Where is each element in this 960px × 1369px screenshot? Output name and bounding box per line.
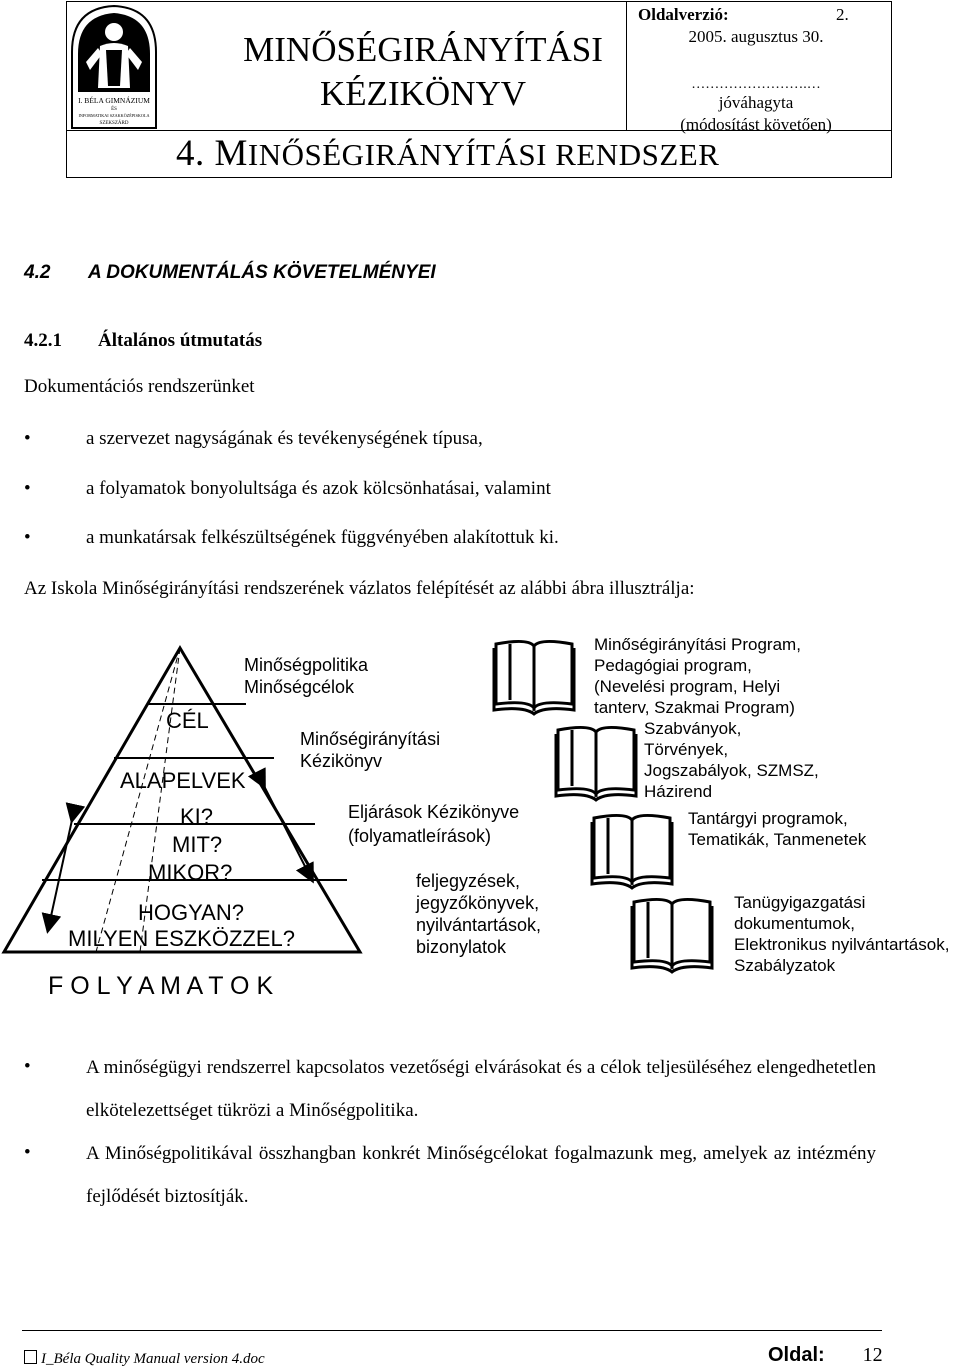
diagram-intro: Az Iskola Minőségirányítási rendszerének vázlatos felépítését az alábbi ábra illusztrálja: (24, 578, 695, 599)
doc-label-line: Pedagógiai program, (594, 656, 752, 675)
section-first-letter: M (214, 133, 248, 174)
pyramid-mit: MIT? (172, 832, 223, 857)
bullet-text: a folyamatok bonyolultsága és azok kölcsönhatásai, valamint (86, 478, 551, 499)
book-icon (494, 641, 574, 714)
right-double-arrow (264, 786, 312, 880)
version-block (634, 4, 894, 136)
level-label-policy (244, 654, 368, 698)
book-icon (632, 899, 712, 972)
level-label-line: bizonylatok (416, 937, 507, 957)
doc-label-line: Tanügyigazgatási (734, 893, 866, 912)
bullet-text: a szervezet nagyságának és tevékenységének típusa, (86, 428, 483, 449)
approved-label: jóváhagyta (718, 93, 794, 112)
doc-label-line: Jogszabályok, SZMSZ, (644, 761, 819, 780)
doc-label-line: (Nevelési program, Helyi (594, 677, 781, 696)
version-value: 2. (836, 5, 849, 24)
version-label: Oldalverzió: (638, 5, 729, 24)
doc-label-administration (734, 892, 949, 976)
level-label-line: jegyzőkönyvek, (416, 893, 540, 913)
page-number: 12 (862, 1344, 883, 1366)
footer-doc-name: I_Béla Quality Manual version 4.doc (41, 1351, 265, 1367)
doc-label-line: Tantárgyi programok, (688, 809, 848, 828)
paragraph-objectives: A Minőségpolitikával összhangban konkrét Minőségcélokat fogalmazunk meg, amelyek az intézmény fejlődését biztosítják. (86, 1143, 876, 1207)
bullet-dot: • (24, 1142, 31, 1163)
level-label-manual (300, 728, 440, 772)
section-number: 4. (176, 133, 205, 174)
section-title (176, 132, 719, 175)
heading-4-2-1 (24, 330, 262, 352)
section-title-rest: INŐSÉGIRÁNYÍTÁSI RENDSZER (247, 137, 720, 172)
header-border-top (66, 1, 892, 2)
version-date: 2005. augusztus 30. (688, 27, 824, 46)
paragraph-policy: A minőségügyi rendszerrel kapcsolatos vezetőségi elvárásokat és a célok teljesüléséhez elengedhetetlen elkötelezettséget tükrözi a Minőségpolitika. (86, 1057, 876, 1121)
doc-label-line: Tematikák, Tanmenetek (688, 830, 867, 849)
left-double-arrow (48, 820, 72, 930)
footer-page (768, 1344, 883, 1367)
header-border-bottom (66, 177, 892, 178)
doc-label-curricula (688, 808, 866, 850)
bullet-dot: • (24, 428, 31, 449)
school-logo (68, 2, 160, 130)
level-label-line: nyilvántartások, (416, 915, 542, 935)
level-label-line: Kézikönyv (300, 751, 383, 771)
bullet-dot: • (24, 1056, 31, 1077)
pyramid-cel: CÉL (166, 708, 209, 733)
book-icon (556, 727, 636, 800)
heading-4-2-number: 4.2 (24, 262, 51, 283)
heading-4-2-1-text: Általános útmutatás (98, 330, 263, 351)
manual-title (228, 28, 618, 116)
header-border-left (66, 1, 67, 178)
doc-label-line: Törvények, (644, 740, 729, 759)
document-icon (24, 1350, 37, 1364)
level-label-line: Minőségcélok (244, 677, 355, 697)
footer-document (24, 1350, 265, 1368)
doc-label-line: Házirend (644, 782, 713, 801)
pyramid-folyamatok: F O L Y A M A T O K (48, 972, 274, 1000)
level-label-procedures (348, 800, 519, 848)
doc-label-line: tanterv, Szakmai Program) (594, 698, 795, 717)
doc-label-regulations (644, 718, 819, 802)
doc-label-line: Elektronikus nyilvántartások, (734, 935, 950, 954)
heading-4-2-text: A DOKUMENTÁLÁS KÖVETELMÉNYEI (88, 262, 436, 283)
doc-label-line: dokumentumok, (734, 914, 855, 933)
approved-note: (módosítást követően) (680, 115, 832, 134)
book-icon (592, 815, 672, 888)
level-label-records (416, 870, 541, 958)
heading-4-2 (24, 262, 436, 284)
doc-label-line: Minőségirányítási Program, (594, 635, 801, 654)
logo-text-line4: SZEKSZÁRD (99, 121, 129, 126)
pyramid-alapelvek: ALAPELVEK (120, 768, 246, 793)
heading-4-2-1-number: 4.2.1 (24, 330, 62, 351)
pyramid-hogyan: HOGYAN? (138, 900, 244, 925)
level-label-line: (folyamatleírások) (348, 826, 492, 846)
approval-dots: …………………….… (691, 77, 821, 92)
doc-label-line: Szabványok, (644, 719, 742, 738)
doc-label-line: Szabályzatok (734, 956, 836, 975)
logo-text-line2: ÉS (111, 107, 117, 112)
header-divider (626, 1, 627, 131)
doc-label-programs (594, 634, 801, 718)
intro-text: Dokumentációs rendszerünket (24, 376, 255, 397)
logo-text-line3: INFORMATIKAI SZAKKÖZÉPISKOLA (78, 113, 150, 118)
bullet-text: a munkatársak felkészültségének függvényében alakítottuk ki. (86, 527, 559, 548)
level-label-line: feljegyzések, (416, 871, 521, 891)
level-label-line: Eljárások Kézikönyve (348, 802, 520, 822)
page-label: Oldal: (768, 1344, 825, 1366)
level-label-line: Minőségirányítási (300, 729, 441, 749)
level-label-line: Minőségpolitika (244, 655, 369, 675)
footer-divider (22, 1330, 882, 1331)
pyramid-mikor: MIKOR? (148, 860, 233, 885)
manual-title-line2: KÉZIKÖNYV (319, 74, 527, 113)
bullet-dot: • (24, 527, 31, 548)
bullet-dot: • (24, 478, 31, 499)
pyramid-ki: KI? (180, 804, 214, 829)
logo-text-line1: I. BÉLA GIMNÁZIUM (78, 96, 150, 105)
pyramid-milyen: MILYEN ESZKÖZZEL? (68, 926, 295, 951)
manual-title-line1: MINŐSÉGIRÁNYÍTÁSI (243, 30, 603, 69)
